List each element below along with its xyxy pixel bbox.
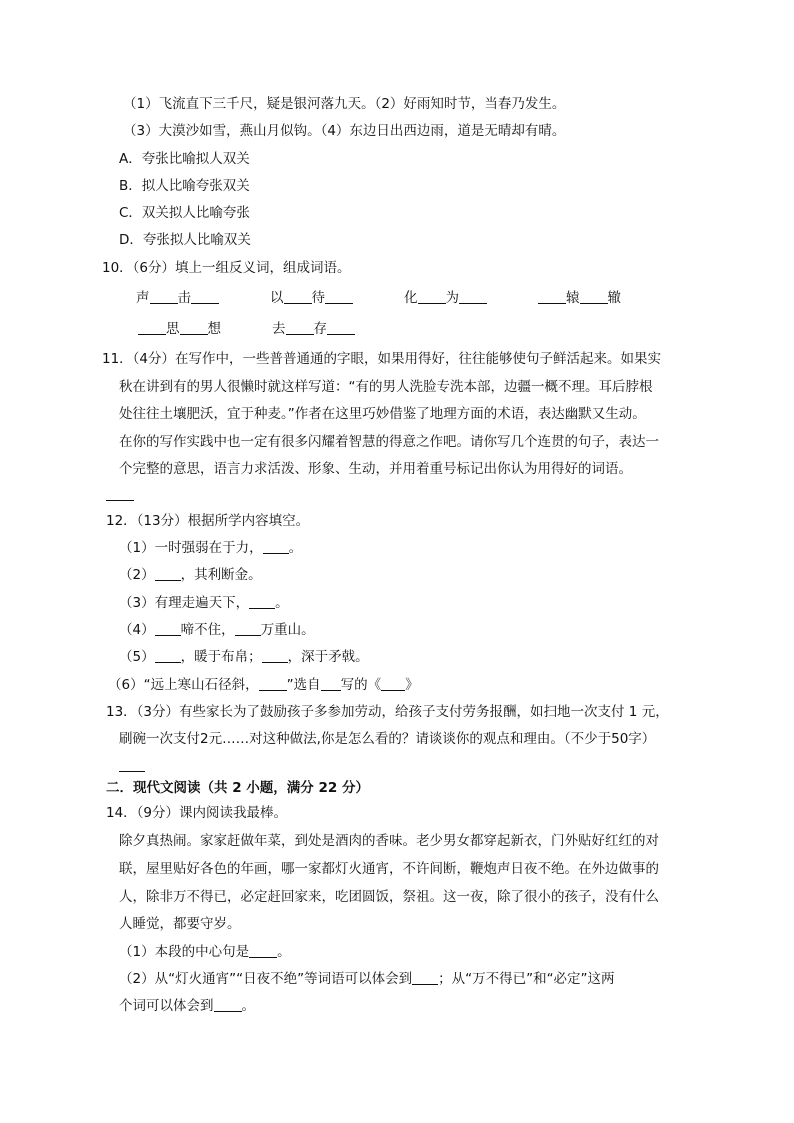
q10-pair-4-char-c: 辙 — [607, 290, 621, 306]
q12-item-1-end: 。 — [288, 540, 303, 556]
q12-item-5-blank-1[interactable] — [155, 648, 181, 663]
q10-stem: 10．（6分）填上一组反义词，组成词语。 — [102, 260, 351, 276]
q12-item-2-text: ，其利断金。 — [180, 567, 262, 583]
q12-item-6 — [108, 676, 419, 694]
q13-answer-blank[interactable] — [119, 757, 145, 775]
q10-pair-3-blank-2[interactable] — [459, 289, 487, 304]
q9-choice-a: A．夸张比喻拟人双关 — [119, 151, 250, 167]
q13-line-2: 刷碗一次支付2元……对这种做法,你是怎么看的？请谈谈你的观点和理由。（不少于50字） — [119, 731, 656, 747]
q12-item-1-blank[interactable] — [263, 539, 289, 554]
q14-passage-line-3: 人，除非万不得已，必定赶回家来，吃团圆饭，祭祖。这一夜，除了很小的孩子，没有什么 — [119, 889, 659, 905]
q10-pair-1-blank-1[interactable] — [150, 289, 178, 304]
q12-item-6-text-1: （6）“远上寒山石径斜， — [108, 677, 259, 693]
q9-choice-c: C．双关拟人比喻夸张 — [119, 205, 250, 221]
q12-item-4-text-1: 啼不住， — [180, 622, 235, 638]
q12-item-6-text-3: 写的《 — [340, 677, 382, 693]
q10-pair-3 — [404, 289, 487, 307]
q11-answer-blank[interactable] — [106, 486, 134, 504]
q9-poem-line-2: （3）大漠沙如雪，燕山月似钩。（4）东边日出西边雨，道是无晴却有晴。 — [123, 123, 566, 139]
q12-item-5-num: （5） — [119, 649, 155, 665]
q12-item-5 — [119, 648, 369, 666]
q12-item-4-blank-1[interactable] — [155, 621, 181, 636]
q12-item-4-num: （4） — [119, 622, 155, 638]
q12-item-6-blank-1[interactable] — [259, 676, 287, 691]
q14-sub-1-end: 。 — [277, 944, 291, 960]
q14-sub-1-text: （1）本段的中心句是 — [119, 944, 250, 960]
q12-item-3-blank[interactable] — [249, 594, 275, 609]
q10-pair-1-char-a: 声 — [136, 290, 150, 306]
q10-pair-1-blank-2[interactable] — [191, 289, 219, 304]
q10-pair-4-blank-2[interactable] — [580, 289, 608, 304]
q10-pair-5-char-c: 想 — [207, 321, 221, 337]
q12-item-1 — [119, 539, 302, 557]
q14-passage-line-4: 人睡觉，都要守岁。 — [119, 916, 241, 932]
q14-passage-line-1: 除夕真热闹。家家赶做年菜，到处是酒肉的香味。老少男女都穿起新衣，门外贴好红红的对 — [119, 833, 659, 849]
q10-pair-6-blank-2[interactable] — [327, 320, 355, 335]
q14-sub-2-blank-1[interactable] — [412, 970, 438, 985]
q14-passage-line-2: 联，屋里贴好各色的年画，哪一家都灯火通宵，不许间断，鞭炮声日夜不绝。在外边做事的 — [119, 861, 659, 877]
q12-item-6-text-4: 》 — [405, 677, 419, 693]
q10-pair-4-char-b: 辕 — [566, 290, 580, 306]
q12-item-4 — [119, 621, 315, 639]
q12-item-2-blank[interactable] — [155, 566, 181, 581]
q10-pair-6-char-a: 去 — [272, 321, 286, 337]
q14-sub-2-text-2: ；从“万不得已”和“必定”这两 — [438, 971, 615, 987]
q12-item-2 — [119, 566, 262, 584]
q9-poem-line-1: （1）飞流直下三千尺，疑是银河落九天。（2）好雨知时节，当春乃发生。 — [123, 96, 566, 112]
q14-sub-2-text-1: （2）从“灯火通宵”“日夜不绝”等词语可以体会到 — [119, 971, 413, 987]
q10-pair-3-char-a: 化 — [404, 290, 418, 306]
q12-item-2-num: （2） — [119, 567, 155, 583]
q14-sub-2 — [119, 970, 615, 988]
q10-pair-3-char-b: 为 — [445, 290, 459, 306]
q12-item-4-blank-2[interactable] — [235, 621, 261, 636]
q14-sub-2-text-3: 个词可以体会到 — [119, 998, 214, 1014]
q10-pair-4-blank-1[interactable] — [538, 289, 566, 304]
q14-sub-1 — [119, 943, 291, 961]
q11-line-5: 个完整的意思，语言力求活泼、形象、生动，并用着重号标记出你认为用得好的词语。 — [119, 461, 632, 477]
q14-sub-1-blank[interactable] — [249, 943, 277, 958]
q12-item-5-text-1: ，暖于布帛； — [180, 649, 262, 665]
q14-sub-2-end: 。 — [241, 998, 255, 1014]
q10-pair-6-blank-1[interactable] — [286, 320, 314, 335]
q11-line-1: 11．（4分）在写作中，一些普普通通的字眼，如果用得好，往往能够使句子鲜活起来。如果实 — [102, 351, 662, 367]
q12-item-3-text: （3）有理走遍天下， — [119, 595, 250, 611]
q12-item-1-text: （1）一时强弱在于力， — [119, 540, 263, 556]
q10-pair-4 — [538, 289, 621, 307]
q10-pair-5-char-b: 思 — [166, 321, 180, 337]
q10-pair-6-char-b: 存 — [313, 321, 327, 337]
q12-item-4-text-2: 万重山。 — [260, 622, 315, 638]
q10-pair-2 — [270, 289, 353, 307]
q13-line-1: 13．（3分）有些家长为了鼓励孩子多参加劳动，给孩子支付劳务报酬，如扫地一次支付 1 元， — [106, 704, 669, 720]
q12-item-5-blank-2[interactable] — [262, 648, 288, 663]
q10-pair-5-blank-1[interactable] — [138, 320, 166, 335]
q10-pair-2-blank-2[interactable] — [325, 289, 353, 304]
q14-stem: 14．（9分）课内阅读我最棒。 — [106, 805, 288, 821]
q11-line-4: 在你的写作实践中也一定有很多闪耀着智慧的得意之作吧。请你写几个连贯的句子，表达一 — [119, 434, 659, 450]
q10-pair-2-char-a: 以 — [270, 290, 284, 306]
q10-pair-1 — [136, 289, 219, 307]
q12-stem: 12．（13分）根据所学内容填空。 — [106, 513, 310, 529]
q9-choice-b: B．拟人比喻夸张双关 — [119, 178, 250, 194]
q12-item-6-blank-2[interactable] — [321, 676, 341, 691]
section-2-heading: 二．现代文阅读（共 2 小题，满分 22 分） — [106, 780, 369, 796]
q10-pair-2-char-b: 待 — [311, 290, 325, 306]
q11-line-2: 秋在讲到有的男人很懒时就这样写道：“有的男人洗脸专洗本部，边疆一概不理。耳后脖根 — [119, 379, 653, 395]
q12-item-6-blank-3[interactable] — [381, 676, 405, 691]
q12-item-3 — [119, 594, 289, 612]
q10-pair-1-char-b: 击 — [177, 290, 191, 306]
q14-sub-2-blank-2[interactable] — [214, 997, 242, 1012]
q10-pair-6 — [272, 320, 355, 338]
q10-pair-5-blank-2[interactable] — [180, 320, 208, 335]
q9-choice-d: D．夸张拟人比喻双关 — [119, 232, 251, 248]
q10-pair-3-blank-1[interactable] — [418, 289, 446, 304]
q10-pair-2-blank-1[interactable] — [284, 289, 312, 304]
q12-item-5-text-2: ，深于矛戟。 — [287, 649, 369, 665]
q12-item-6-text-2: ”选自 — [286, 677, 321, 693]
q12-item-3-end: 。 — [275, 595, 289, 611]
q14-sub-2-cont — [119, 997, 255, 1015]
q10-pair-5 — [138, 320, 221, 338]
q11-line-3: 处往往土壤肥沃，宜于种麦。”作者在这里巧妙借鉴了地理方面的术语，表达幽默又生动。 — [119, 406, 646, 422]
